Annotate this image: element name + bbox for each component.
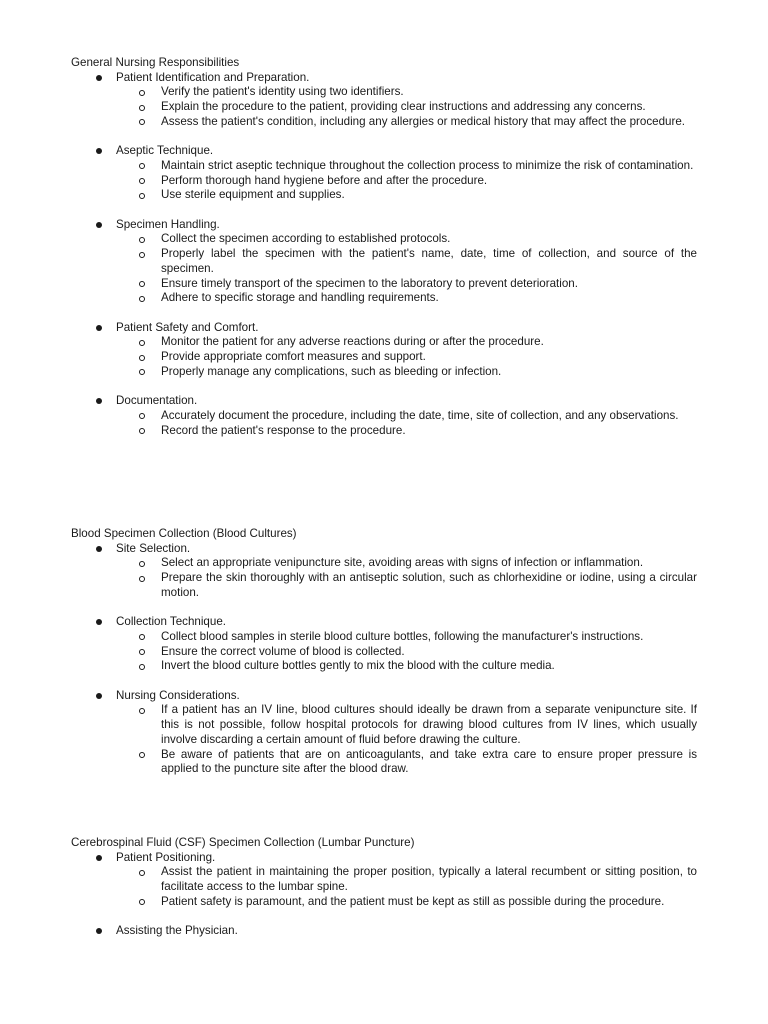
sub-item-text: If a patient has an IV line, blood cultures should ideally be drawn from a separate venipuncture site. If this is not possible, follow hospital protocols for drawing blood cultures from IV lines, which usually involve discarding a certain amount of fluid before drawing the culture. (161, 703, 697, 746)
section-heading: Cerebrospinal Fluid (CSF) Specimen Collection (Lumbar Puncture) (71, 836, 415, 849)
sub-list-item (161, 335, 697, 350)
circle-bullet-icon (139, 561, 145, 567)
bullet-title: Nursing Considerations. (116, 688, 240, 702)
bullet-item (116, 71, 697, 130)
sub-item-text: Accurately document the procedure, including the date, time, site of collection, and any observations. (161, 408, 679, 422)
sub-list-item (161, 85, 697, 100)
bullet-dot-icon (96, 928, 102, 934)
sub-list-item (161, 188, 697, 203)
circle-bullet-icon (139, 428, 145, 434)
circle-bullet-icon (139, 178, 145, 184)
circle-bullet-icon (139, 105, 145, 111)
section (0, 56, 768, 438)
sub-item-text: Explain the procedure to the patient, providing clear instructions and addressing any concerns. (161, 100, 646, 114)
sub-list-item (161, 571, 697, 600)
sub-item-text: Collect blood samples in sterile blood culture bottles, following the manufacturer's instructions. (161, 629, 644, 643)
bullet-item (116, 851, 697, 910)
sub-item-text: Ensure timely transport of the specimen to the laboratory to prevent deterioration. (161, 276, 578, 290)
sub-item-text: Record the patient's response to the procedure. (161, 423, 406, 437)
circle-bullet-icon (139, 413, 145, 419)
bullet-dot-icon (96, 693, 102, 699)
bullet-item (116, 218, 697, 306)
circle-bullet-icon (139, 664, 145, 670)
bullet-item (116, 615, 697, 674)
bullet-dot-icon (96, 148, 102, 154)
bullet-title: Aseptic Technique. (116, 144, 214, 158)
circle-bullet-icon (139, 252, 145, 258)
bullet-dot-icon (96, 75, 102, 81)
bullet-title: Patient Safety and Comfort. (116, 320, 259, 334)
sub-list (116, 159, 697, 203)
circle-bullet-icon (139, 708, 145, 714)
circle-bullet-icon (139, 90, 145, 96)
circle-bullet-icon (139, 296, 145, 302)
bullet-dot-icon (96, 546, 102, 552)
bullet-title: Specimen Handling. (116, 217, 220, 231)
sub-list-item (161, 115, 697, 130)
sub-list-item (161, 100, 697, 115)
sub-list (116, 865, 697, 909)
circle-bullet-icon (139, 576, 145, 582)
sub-item-text: Verify the patient's identity using two identifiers. (161, 85, 404, 99)
sub-list-item (161, 630, 697, 645)
circle-bullet-icon (139, 163, 145, 169)
sub-list-item (161, 424, 697, 439)
sub-list-item (161, 247, 697, 276)
sub-item-text: Invert the blood culture bottles gently to mix the blood with the culture media. (161, 659, 555, 673)
sub-list-item (161, 365, 697, 380)
circle-bullet-icon (139, 281, 145, 287)
sub-item-text: Use sterile equipment and supplies. (161, 188, 345, 202)
circle-bullet-icon (139, 634, 145, 640)
sub-item-text: Properly manage any complications, such as bleeding or infection. (161, 364, 502, 378)
bullet-item (116, 394, 697, 438)
circle-bullet-icon (139, 355, 145, 361)
sub-list-item (161, 556, 697, 571)
bullet-title: Collection Technique. (116, 615, 226, 629)
sub-list (116, 556, 697, 600)
sub-item-text: Adhere to specific storage and handling requirements. (161, 291, 439, 305)
bullet-item (116, 689, 697, 777)
sub-list-item (161, 865, 697, 894)
sub-list-item (161, 748, 697, 777)
sub-item-text: Ensure the correct volume of blood is collected. (161, 644, 405, 658)
sub-list (116, 232, 697, 306)
bullet-title: Documentation. (116, 394, 198, 408)
circle-bullet-icon (139, 237, 145, 243)
bullet-title: Assisting the Physician. (116, 924, 238, 938)
sub-item-text: Maintain strict aseptic technique throughout the collection process to minimize the risk of contamination. (161, 158, 694, 172)
sub-list-item (161, 659, 697, 674)
circle-bullet-icon (139, 649, 145, 655)
section-heading: General Nursing Responsibilities (71, 56, 240, 69)
sub-list (116, 335, 697, 379)
bullet-dot-icon (96, 619, 102, 625)
sub-list (116, 703, 697, 777)
section (0, 836, 768, 939)
sub-list-item (161, 291, 697, 306)
bullet-dot-icon (96, 398, 102, 404)
sub-list (116, 630, 697, 674)
bullet-dot-icon (96, 855, 102, 861)
circle-bullet-icon (139, 193, 145, 199)
sub-list (116, 409, 697, 438)
bullet-dot-icon (96, 325, 102, 331)
section-heading: Blood Specimen Collection (Blood Cultures) (71, 527, 297, 540)
sub-item-text: Collect the specimen according to established protocols. (161, 232, 451, 246)
sub-list-item (161, 159, 697, 174)
sub-list-item (161, 645, 697, 660)
sub-item-text: Monitor the patient for any adverse reactions during or after the procedure. (161, 335, 544, 349)
circle-bullet-icon (139, 119, 145, 125)
bullet-dot-icon (96, 222, 102, 228)
sub-list-item (161, 409, 697, 424)
bullet-item (116, 321, 697, 380)
circle-bullet-icon (139, 899, 145, 905)
sub-item-text: Patient safety is paramount, and the patient must be kept as still as possible during the procedure. (161, 894, 665, 908)
sub-item-text: Select an appropriate venipuncture site, avoiding areas with signs of infection or inflammation. (161, 556, 644, 570)
sub-list (116, 85, 697, 129)
circle-bullet-icon (139, 870, 145, 876)
circle-bullet-icon (139, 340, 145, 346)
sub-item-text: Properly label the specimen with the patient's name, date, time of collection, and source of the specimen. (161, 247, 697, 275)
sub-item-text: Be aware of patients that are on anticoagulants, and take extra care to ensure proper pressure is applied to the puncture site after the blood draw. (161, 747, 697, 776)
sub-list-item (161, 232, 697, 247)
sub-item-text: Assess the patient's condition, including any allergies or medical history that may affect the procedure. (161, 114, 685, 128)
section (0, 527, 768, 777)
bullet-title: Site Selection. (116, 541, 191, 555)
bullet-title: Patient Positioning. (116, 850, 216, 864)
sub-item-text: Assist the patient in maintaining the proper position, typically a lateral recumbent or sitting position, to facilitate access to the lumbar spine. (161, 865, 697, 894)
sub-list-item (161, 174, 697, 189)
bullet-item (116, 542, 697, 601)
bullet-item (116, 144, 697, 203)
circle-bullet-icon (139, 369, 145, 375)
bullet-item (116, 924, 697, 939)
sub-list-item (161, 277, 697, 292)
sub-item-text: Perform thorough hand hygiene before and after the procedure. (161, 173, 488, 187)
sub-list-item (161, 350, 697, 365)
sub-list-item (161, 703, 697, 747)
bullet-title: Patient Identification and Preparation. (116, 70, 310, 84)
sub-item-text: Prepare the skin thoroughly with an antiseptic solution, such as chlorhexidine or iodine, using a circular motion. (161, 571, 697, 599)
circle-bullet-icon (139, 752, 145, 758)
sub-list-item (161, 895, 697, 910)
sub-item-text: Provide appropriate comfort measures and support. (161, 350, 426, 364)
